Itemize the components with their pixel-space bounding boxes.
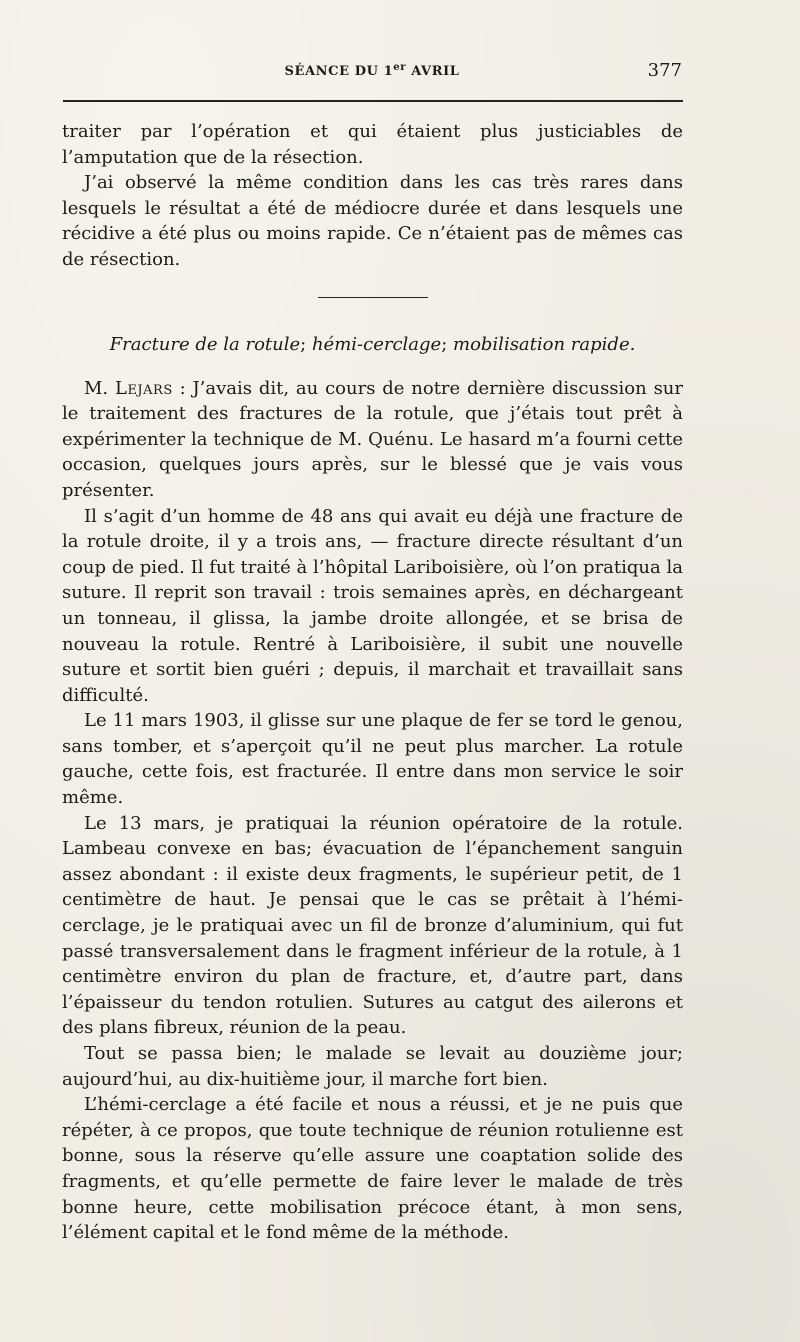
running-head-suffix: AVRIL	[406, 64, 460, 79]
section-title-part: mobilisation rapide.	[453, 333, 636, 355]
page-number: 377	[647, 60, 682, 81]
paragraph: Tout se passa bien; le malade se levait au douzième jour; aujourd’hui, au dix-huitième jour, il marche fort bien.	[62, 1043, 683, 1090]
section-title-part: hémi-cerclage	[311, 333, 442, 355]
section-title-part: Fracture de la rotule	[109, 333, 301, 355]
paragraph: Le 11 mars 1903, il glisse sur une plaque de fer se tord le genou, sans tomber, et s’aperçoit qu’il ne peut plus marcher. La rotule gauche, cette fois, est fracturée. Il entre dans mon service le soir même.	[62, 710, 683, 809]
paragraph: L’hémi-cerclage a été facile et nous a réussi, et je ne puis que répéter, à ce propos, que toute technique de réunion rotulienne est bonne, sous la réserve qu’elle assure une coaptation solide des fragments, et qu’elle permette de faire lever le malade de très bonne heure, cette mobilisation précoce étant, à mon sens, l’élément capital et le fond même de la méthode.	[62, 1094, 683, 1244]
section-title-separator: ;	[441, 333, 453, 355]
running-head-prefix: SÉANCE DU 1	[284, 64, 394, 79]
paragraph: Le 13 mars, je pratiquai la réunion opératoire de la rotule. Lambeau convexe en bas; évacuation de l’épanchement sanguin assez abondant : il existe deux fragments, le supérieur petit, de 1 centimètre de haut. Je pensai que le cas se prêtait à l’hémi-cerclage, je le pratiquai avec un fil de bronze d’aluminium, qui fut passé transversalement dans le fragment inférieur de la rotule, à 1 centimètre environ du plan de fracture, et, d’autre part, dans l’épaisseur du tendon rotulien. Sutures au catgut des ailerons et des plans fibreux, réunion de la peau.	[62, 812, 683, 1039]
section-title	[62, 332, 683, 358]
speaker-separator: :	[172, 377, 193, 399]
paragraph: Il s’agit d’un homme de 48 ans qui avait eu déjà une fracture de la rotule droite, il y a trois ans, — fracture directe résultant d’un coup de pied. Il fut traité à l’hôpital Lariboisière, où l’on pratiqua la suture. Il reprit son travail : trois semaines après, en déchargeant un tonneau, il glissa, la jambe droite allongée, et se brisa de nouveau la rotule. Rentré à Lariboisière, il subit une nouvelle suture et sortit bien guéri ; depuis, il marchait et travaillait sans difficulté.	[62, 505, 683, 706]
running-head	[62, 62, 682, 79]
speaker-name: Lejars	[114, 377, 173, 399]
speech-paragraph	[62, 376, 683, 504]
section-title-separator: ;	[300, 333, 312, 355]
page-header	[62, 58, 682, 88]
header-rule	[63, 100, 683, 102]
speech-text: J’avais dit, au cours de notre dernière discussion sur le traitement des fractures de la rotule, que j’étais tout prêt à expérimenter la technique de M. Quénu. Le hasard m’a fourni cette occasion, quelques jours après, sur le blessé que je vais vous présenter.	[62, 377, 683, 501]
paragraph-continuation: traiter par l’opération et qui étaient plus justiciables de l’amputation que de la résection.	[62, 121, 683, 168]
section-divider	[318, 297, 428, 298]
speaker-prefix: M.	[84, 377, 115, 399]
body-text	[62, 119, 683, 1246]
paragraph: J’ai observé la même condition dans les cas très rares dans lesquels le résultat a été de médiocre durée et dans lesquels une récidive a été plus ou moins rapide. Ce n’étaient pas de mêmes cas de résection.	[62, 172, 683, 270]
running-head-superscript: er	[393, 62, 407, 73]
